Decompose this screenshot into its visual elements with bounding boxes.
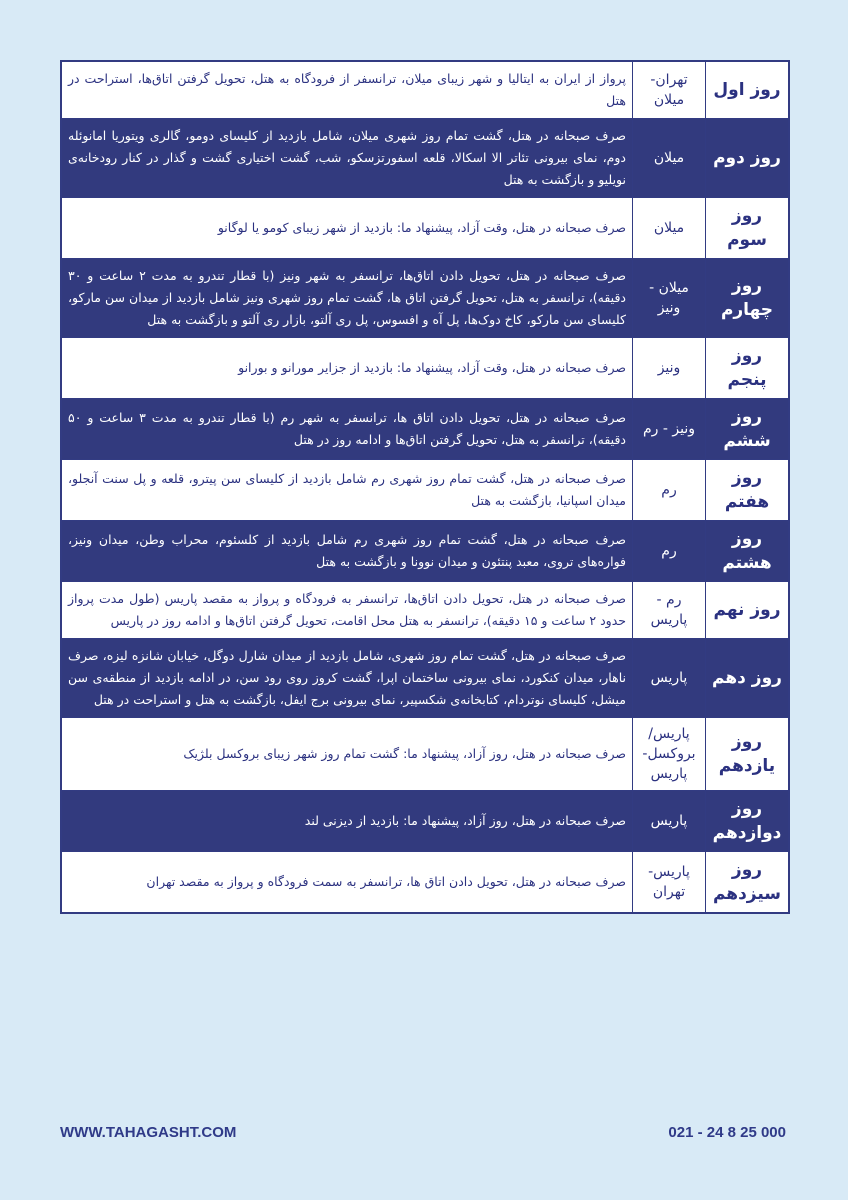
day-description: صرف صبحانه در هتل، تحویل دادن اتاق‌ها، ترانسفر به فرودگاه و پرواز به مقصد پاریس (طول مدت پرواز حدود ۲ ساعت و ۱۵ دقیقه)، ترانسفر به هتل محل اقامت، تحویل گرفتن اتاق‌ها و ادامه روز در پاریس: [61, 582, 633, 639]
day-label: روز چهارم: [706, 259, 790, 338]
itinerary-row: [61, 460, 789, 521]
itinerary-row: [61, 582, 789, 639]
day-description: صرف صبحانه در هتل، تحویل دادن اتاق ها، ترانسفر به شهر رم (با قطار تندرو به مدت ۳ ساعت و ۵۰ دقیقه)، ترانسفر به هتل، تحویل گرفتن اتاق‌ها و ادامه روز در هتل: [61, 399, 633, 460]
city-label: ونیز: [633, 338, 706, 399]
day-label: روز دوازدهم: [706, 791, 790, 852]
itinerary-row: [61, 338, 789, 399]
city-label: پاریس- تهران: [633, 852, 706, 914]
city-label: میلان: [633, 119, 706, 198]
itinerary-row: [61, 521, 789, 582]
itinerary-row: [61, 61, 789, 119]
itinerary-row: [61, 852, 789, 914]
itinerary-body: [61, 61, 789, 913]
day-label: روز اول: [706, 61, 790, 119]
city-label: رم: [633, 521, 706, 582]
day-label: روز پنجم: [706, 338, 790, 399]
itinerary-table: [60, 60, 790, 914]
city-label: رم - پاریس: [633, 582, 706, 639]
itinerary-row: [61, 259, 789, 338]
day-label: روز هشتم: [706, 521, 790, 582]
itinerary-row: [61, 791, 789, 852]
day-description: صرف صبحانه در هتل، تحویل دادن اتاق ها، ترانسفر به سمت فرودگاه و پرواز به مقصد تهران: [61, 852, 633, 914]
itinerary-row: [61, 119, 789, 198]
day-description: صرف صبحانه در هتل، گشت تمام روز شهری، شامل بازدید از میدان شارل دوگل، خیابان شانزه لیزه، صرف ناهار، میدان کنکورد، نمای بیرونی ساختمان اپرا، گشت کروز روی رود سن، در ادامه بازدید از منطقه‌ی سن میشل، کلیسای نوتردام، کتابخانه‌ی شکسپیر، نمای بیرونی برج ایفل، بازگشت به هتل و استراحت در هتل: [61, 639, 633, 718]
day-description: صرف صبحانه در هتل، روز آزاد، پیشنهاد ما: بازدید از دیزنی لند: [61, 791, 633, 852]
day-label: روز دوم: [706, 119, 790, 198]
city-label: تهران- میلان: [633, 61, 706, 119]
day-label: روز ششم: [706, 399, 790, 460]
day-description: صرف صبحانه در هتل، گشت تمام روز شهری رم شامل بازدید از کلیسای سن پیترو، قلعه و پل سنت آنجلو، میدان اسپانیا، بازگشت به هتل: [61, 460, 633, 521]
city-label: ونیز - رم: [633, 399, 706, 460]
day-label: روز هفتم: [706, 460, 790, 521]
day-description: صرف صبحانه در هتل، وقت آزاد، پیشنهاد ما: بازدید از جزایر مورانو و بورانو: [61, 338, 633, 399]
itinerary-row: [61, 198, 789, 259]
day-description: پرواز از ایران به ایتالیا و شهر زیبای میلان، ترانسفر از فرودگاه به هتل، تحویل گرفتن اتاق‌ها، استراحت در هتل: [61, 61, 633, 119]
day-description: صرف صبحانه در هتل، تحویل دادن اتاق‌ها، ترانسفر به شهر ونیز (با قطار تندرو به مدت ۲ ساعت و ۳۰ دقیقه)، ترانسفر به هتل، تحویل گرفتن اتاق ها، گشت تمام روز شهری ونیز شامل بازدید از میدان سن مارکو، کلیسای سن مارکو، کاخ دوک‌ها، پل آه و افسوس، پل ری آلتو، بازار ری آلتو و بازگشت به هتل: [61, 259, 633, 338]
day-description: صرف صبحانه در هتل، وقت آزاد، پیشنهاد ما: بازدید از شهر زیبای کومو یا لوگانو: [61, 198, 633, 259]
day-description: صرف صبحانه در هتل، گشت تمام روز شهری رم شامل بازدید از کلسئوم، محراب وطن، میدان ونیز، فواره‌های تروی، معبد پنتئون و میدان نوونا و بازگشت به هتل: [61, 521, 633, 582]
day-label: روز سوم: [706, 198, 790, 259]
day-label: روز یازدهم: [706, 718, 790, 791]
itinerary-row: [61, 718, 789, 791]
city-label: میلان - ونیز: [633, 259, 706, 338]
itinerary-row: [61, 399, 789, 460]
itinerary-row: [61, 639, 789, 718]
city-label: پاریس: [633, 791, 706, 852]
day-label: روز سیزدهم: [706, 852, 790, 914]
day-label: روز دهم: [706, 639, 790, 718]
city-label: رم: [633, 460, 706, 521]
website-url[interactable]: WWW.TAHAGASHT.COM: [60, 1124, 237, 1141]
day-description: صرف صبحانه در هتل، روز آزاد، پیشنهاد ما: گشت تمام روز شهر زیبای بروکسل بلژیک: [61, 718, 633, 791]
city-label: پاریس/ بروکسل- پاریس: [633, 718, 706, 791]
day-label: روز نهم: [706, 582, 790, 639]
city-label: پاریس: [633, 639, 706, 718]
city-label: میلان: [633, 198, 706, 259]
day-description: صرف صبحانه در هتل، گشت تمام روز شهری میلان، شامل بازدید از کلیسای دومو، گالری ویتوریا امانوئله دوم، نمای بیرونی تئاتر الا اسکالا، قلعه اسفورتزسکو، شب، گشت اختیاری گشت و گذار در کنار رودخانه‌ی نویلیو و بازگشت به هتل: [61, 119, 633, 198]
phone-number[interactable]: 021 - 24 8 25 000: [668, 1124, 786, 1141]
